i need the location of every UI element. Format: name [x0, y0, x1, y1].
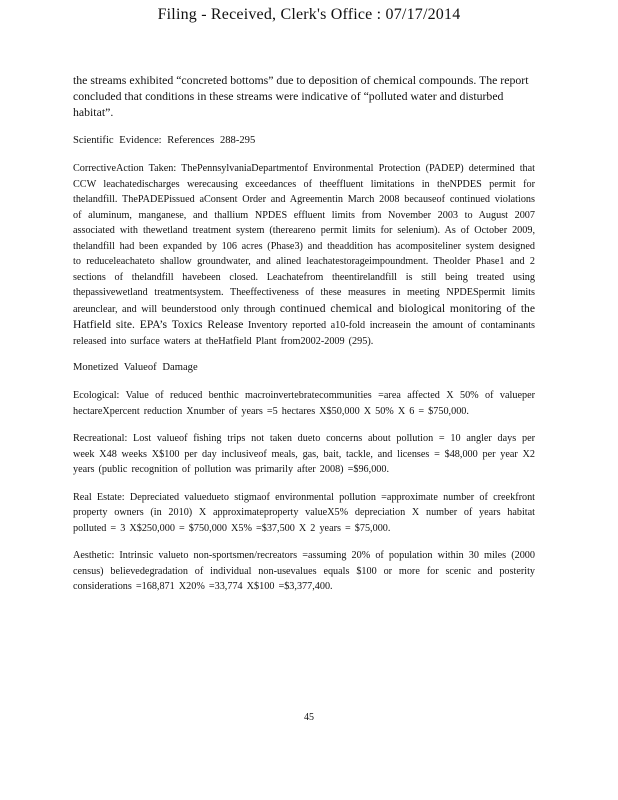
- aesthetic-paragraph: Aesthetic: Intrinsic valueto non-sportsmen/recreators =assuming 20% of population within 30 miles (2000 census) believedegradation of individual non-usevalues equals $100 or more for scenic and posterity considerations =168,871 X20% =33,774 X$100 =$3,377,400.: [73, 550, 535, 592]
- real-estate-paragraph: Real Estate: Depreciated valuedueto stigmaof environmental pollution =approximate number of creekfront property owners (in 2010) X approximateproperty valueX5% depreciation X number of years habitat polluted = 3 X$250,000 = $750,000 X5% =$37,500 X 2 years = $75,000.: [73, 491, 535, 534]
- filing-stamp-header: Filing - Received, Clerk's Office : 07/17/2014: [157, 6, 461, 23]
- document-body: [73, 72, 535, 607]
- ecological-paragraph: Ecological: Value of reduced benthic macroinvertebratecommunities =area affected X 50% of valueper hectareXpercent reduction Xnumber of years =5 hectares X$50,000 X 50% X 6 = $750,000.: [73, 390, 535, 417]
- monetized-value-heading: Monetized Valueof Damage: [73, 362, 198, 373]
- corrective-action-paragraph: [73, 161, 535, 349]
- corrective-action-text-3: Inventory reported a10-fold increasein the amount of contaminants released into surface waters at theHatfield Plant from2002-2009 (295).: [73, 320, 535, 347]
- corrective-action-text-2: continued chemical and biological monitoring of the Hatfield site. EPA’s Toxics Release: [73, 301, 535, 331]
- page-number: 45: [304, 712, 314, 723]
- recreational-paragraph: Recreational: Lost valueof fishing trips not taken dueto concerns about pollution = 10 angler days per week X48 weeks X$100 per day inclusiveof meals, gas, bait, tackle, and licenses = $48,000 per year X2 years (public recognition of pollution was primarily after 2008) =$96,000.: [73, 433, 535, 475]
- scientific-evidence-line: Scientific Evidence: References 288-295: [73, 135, 256, 146]
- intro-paragraph: the streams exhibited “concreted bottoms” due to deposition of chemical compounds. The report concluded that conditions in these streams were indicative of “polluted water and disturbed habitat”.: [73, 73, 529, 119]
- corrective-action-text-1: CorrectiveAction Taken: ThePennsylvaniaDepartmentof Environmental Protection (PADEP) determined that CCW leachatedischarges werecausing exceedances of theeffluent limitations in theNPDES permit for thelandfill. ThePADEPissued aConsent Order and Agreementin March 2008 becauseof continued violations of aluminum, manganese, and thallium NPDES effluent limits from November 2003 to August 2007 associated with thewetland treatment system (therearen​o permit limits for selenium). As of October 2009, thelandfill had been expanded by 106 acres (Phase3) and theaddition has acompositeliner system designed to reduceleachateto shallow groundwater, and alined leachatestorageimpoundment. Theolder Phase1 and 2 sections of thelandfill havebeen closed. Leachatefrom theentirelandfill is still being treated using thepassivewetland treatmentsystem. Theeffectiveness of these measures in meeting NPDESpermit limits areunclear, and will beunderstood only through: [73, 163, 535, 315]
